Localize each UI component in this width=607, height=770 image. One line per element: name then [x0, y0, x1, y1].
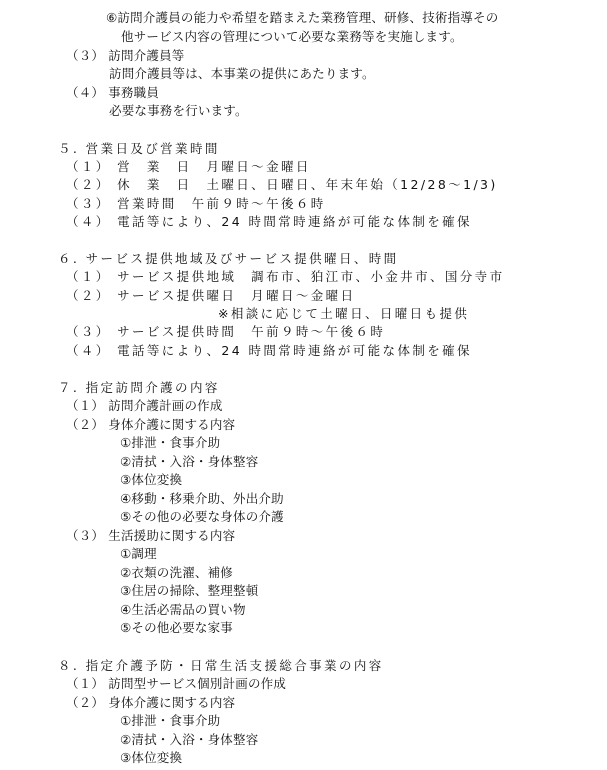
- text-line-6: 必要な事務を行います。: [109, 103, 248, 118]
- section-heading-5: ５. 営業日及び営業時間: [58, 141, 220, 156]
- list-item: ②清拭・入浴・身体整容: [120, 732, 259, 747]
- list-item: ①排泄・食事介助: [120, 713, 221, 728]
- item-heading: （３） 訪問介護員等: [66, 48, 185, 63]
- item-heading: （３） 生活援助に関する内容: [66, 528, 236, 543]
- item-heading: （１） 訪問型サービス個別計画の作成: [66, 676, 287, 691]
- text-line-1: ⑥訪問介護員の能力や希望を踏まえた業務管理、研修、技術指導その: [106, 10, 499, 25]
- list-item: ④生活必需品の買い物: [120, 602, 246, 617]
- section-heading-8: ８. 指定介護予防・日常生活支援総合事業の内容: [58, 658, 384, 673]
- list-item: ③住居の掃除、整理整頓: [120, 583, 259, 598]
- section-heading-6: ６. サービス提供地域及びサービス提供曜日、時間: [58, 251, 399, 266]
- item-line: （３） 営業時間 午前９時～午後６時: [66, 196, 326, 211]
- text-line-2: 他サービス内容の管理について必要な業務等を実施します。: [121, 29, 463, 44]
- list-item: ③体位変換: [120, 472, 183, 487]
- item-line: （４） 電話等により、24 時間常時連絡が可能な体制を確保: [66, 214, 472, 229]
- section-heading-7: ７. 指定訪問介護の内容: [58, 380, 220, 395]
- item-heading: （４） 事務職員: [66, 85, 160, 100]
- item-line: （２） 休 業 日 土曜日、日曜日、年末年始（12/28～1/3): [66, 177, 498, 192]
- item-heading: （２） 身体介護に関する内容: [66, 417, 236, 432]
- item-line: （１） サービス提供地域 調布市、狛江市、小金井市、国分寺市: [66, 269, 505, 284]
- note-line: ※相談に応じて土曜日、日曜日も提供: [218, 306, 470, 321]
- list-item: ③体位変換: [120, 750, 183, 765]
- list-item: ⑤その他の必要な身体の介護: [120, 509, 284, 524]
- item-line: （２） サービス提供曜日 月曜日～金曜日: [66, 288, 356, 303]
- list-item: ④移動・移乗介助、外出介助: [120, 491, 284, 506]
- text-line-4: 訪問介護員等は、本事業の提供にあたります。: [109, 66, 375, 81]
- item-heading: （１） 訪問介護計画の作成: [66, 398, 223, 413]
- item-line: （１） 営 業 日 月曜日～金曜日: [66, 159, 311, 174]
- list-item: ①排泄・食事介助: [120, 435, 221, 450]
- item-line: （３） サービス提供時間 午前９時～午後６時: [66, 324, 386, 339]
- list-item: ②清拭・入浴・身体整容: [120, 454, 259, 469]
- list-item: ①調理: [120, 546, 157, 561]
- item-line: （４） 電話等により、24 時間常時連絡が可能な体制を確保: [66, 343, 472, 358]
- item-heading: （２） 身体介護に関する内容: [66, 695, 236, 710]
- list-item: ②衣類の洗濯、補修: [120, 565, 234, 580]
- list-item: ⑤その他必要な家事: [120, 620, 234, 635]
